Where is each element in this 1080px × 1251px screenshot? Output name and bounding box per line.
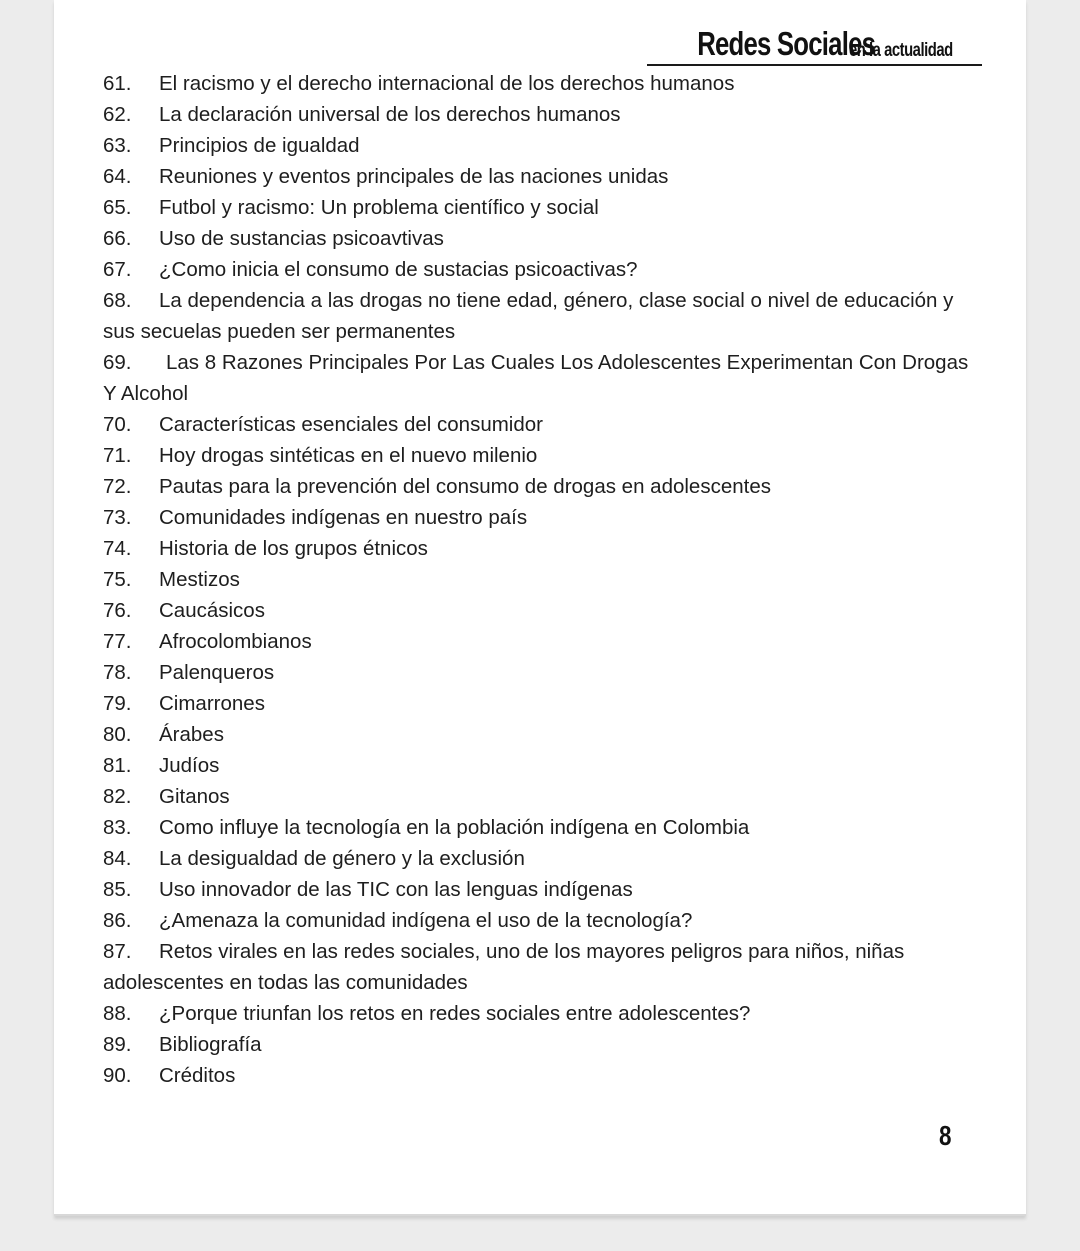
toc-entry-number: 67. [103, 258, 132, 281]
toc-entry-number: 69. [103, 351, 132, 374]
toc-entry [103, 688, 983, 719]
table-of-contents [103, 68, 983, 1091]
toc-entry-number: 74. [103, 537, 132, 560]
toc-entry-title: Uso innovador de las TIC con las lenguas indígenas [159, 878, 633, 901]
toc-entry [103, 347, 983, 409]
toc-entry-number: 80. [103, 723, 132, 746]
toc-entry [103, 843, 983, 874]
toc-entry [103, 812, 983, 843]
toc-entry-title: Reuniones y eventos principales de las naciones unidas [159, 165, 669, 188]
toc-entry [103, 1029, 983, 1060]
toc-entry [103, 285, 983, 347]
toc-entry-number: 77. [103, 630, 132, 653]
toc-entry-title: Afrocolombianos [159, 630, 312, 653]
toc-entry-number: 62. [103, 103, 132, 126]
toc-entry-number: 64. [103, 165, 132, 188]
toc-entry-title: Bibliografía [159, 1033, 262, 1056]
toc-entry [103, 161, 983, 192]
toc-entry-number: 88. [103, 1002, 132, 1025]
toc-entry-title: Gitanos [159, 785, 230, 808]
toc-entry-title: Como influye la tecnología en la población indígena en Colombia [159, 816, 750, 839]
toc-entry-title: Árabes [159, 723, 224, 746]
toc-entry-title: Historia de los grupos étnicos [159, 537, 428, 560]
toc-entry [103, 719, 983, 750]
toc-entry-title: Principios de igualdad [159, 134, 360, 157]
toc-entry-number: 87. [103, 940, 132, 963]
toc-entry-title: Créditos [159, 1064, 236, 1087]
toc-entry-title: Hoy drogas sintéticas en el nuevo milenio [159, 444, 538, 467]
toc-entry-number: 65. [103, 196, 132, 219]
toc-entry-number: 66. [103, 227, 132, 250]
toc-entry-title: Uso de sustancias psicoavtivas [159, 227, 444, 250]
document-page [54, 0, 1026, 1216]
toc-entry [103, 440, 983, 471]
toc-entry-number: 68. [103, 289, 132, 312]
toc-entry-number: 72. [103, 475, 132, 498]
toc-entry-number: 63. [103, 134, 132, 157]
toc-entry [103, 533, 983, 564]
toc-entry-number: 71. [103, 444, 132, 467]
toc-entry-number: 89. [103, 1033, 132, 1056]
toc-entry [103, 192, 983, 223]
toc-entry-title: Palenqueros [159, 661, 275, 684]
toc-entry-number: 76. [103, 599, 132, 622]
toc-entry-number: 61. [103, 72, 132, 95]
toc-entry [103, 254, 983, 285]
toc-entry [103, 409, 983, 440]
toc-entry-title: Caucásicos [159, 599, 265, 622]
toc-entry [103, 998, 983, 1029]
toc-entry [103, 223, 983, 254]
toc-entry [103, 1060, 983, 1091]
toc-entry [103, 874, 983, 905]
toc-entry [103, 936, 983, 998]
toc-entry-number: 73. [103, 506, 132, 529]
toc-entry [103, 471, 983, 502]
toc-entry-number: 86. [103, 909, 132, 932]
toc-entry-title: Características esenciales del consumidor [159, 413, 543, 436]
toc-entry-title: La declaración universal de los derechos humanos [159, 103, 621, 126]
toc-entry-number: 70. [103, 413, 132, 436]
toc-entry [103, 781, 983, 812]
toc-entry [103, 68, 983, 99]
toc-entry-title: Cimarrones [159, 692, 265, 715]
page-header [647, 20, 982, 66]
toc-entry-number: 78. [103, 661, 132, 684]
toc-entry-number: 85. [103, 878, 132, 901]
toc-entry-title: Comunidades indígenas en nuestro país [159, 506, 528, 529]
toc-entry [103, 502, 983, 533]
toc-entry-title: Pautas para la prevención del consumo de drogas en adolescentes [159, 475, 771, 498]
toc-entry-number: 82. [103, 785, 132, 808]
toc-entry [103, 750, 983, 781]
toc-entry-title: Retos virales en las redes sociales, uno de los mayores peligros para niños, niñas adolescentes en todas las comunidades [103, 940, 905, 994]
toc-entry [103, 595, 983, 626]
toc-entry-number: 79. [103, 692, 132, 715]
toc-entry-title: La desigualdad de género y la exclusión [159, 847, 525, 870]
toc-entry-number: 75. [103, 568, 132, 591]
header-title: Redes Sociales [697, 25, 876, 62]
toc-entry [103, 564, 983, 595]
toc-entry [103, 99, 983, 130]
toc-entry [103, 657, 983, 688]
toc-entry-title: Futbol y racismo: Un problema científico y social [159, 196, 599, 219]
toc-entry-number: 84. [103, 847, 132, 870]
toc-entry-title: Judíos [159, 754, 220, 777]
page-number: 8 [939, 1120, 952, 1151]
toc-entry-number: 83. [103, 816, 132, 839]
toc-entry-title: Las 8 Razones Principales Por Las Cuales Los Adolescentes Experimentan Con Drogas Y Alcohol [103, 351, 969, 405]
toc-entry [103, 130, 983, 161]
toc-entry-title: Mestizos [159, 568, 240, 591]
toc-entry-title: ¿Como inicia el consumo de sustacias psicoactivas? [159, 258, 638, 281]
toc-entry-title: La dependencia a las drogas no tiene edad, género, clase social o nivel de educación y sus secuelas pueden ser permanentes [103, 289, 954, 343]
toc-entry-number: 90. [103, 1064, 132, 1087]
toc-entry [103, 905, 983, 936]
toc-entry [103, 626, 983, 657]
toc-entry-title: ¿Porque triunfan los retos en redes sociales entre adolescentes? [159, 1002, 751, 1025]
toc-entry-title: ¿Amenaza la comunidad indígena el uso de la tecnología? [159, 909, 693, 932]
toc-entry-title: El racismo y el derecho internacional de los derechos humanos [159, 72, 735, 95]
toc-entry-number: 81. [103, 754, 132, 777]
header-subtitle: en la actualidad [849, 40, 953, 61]
